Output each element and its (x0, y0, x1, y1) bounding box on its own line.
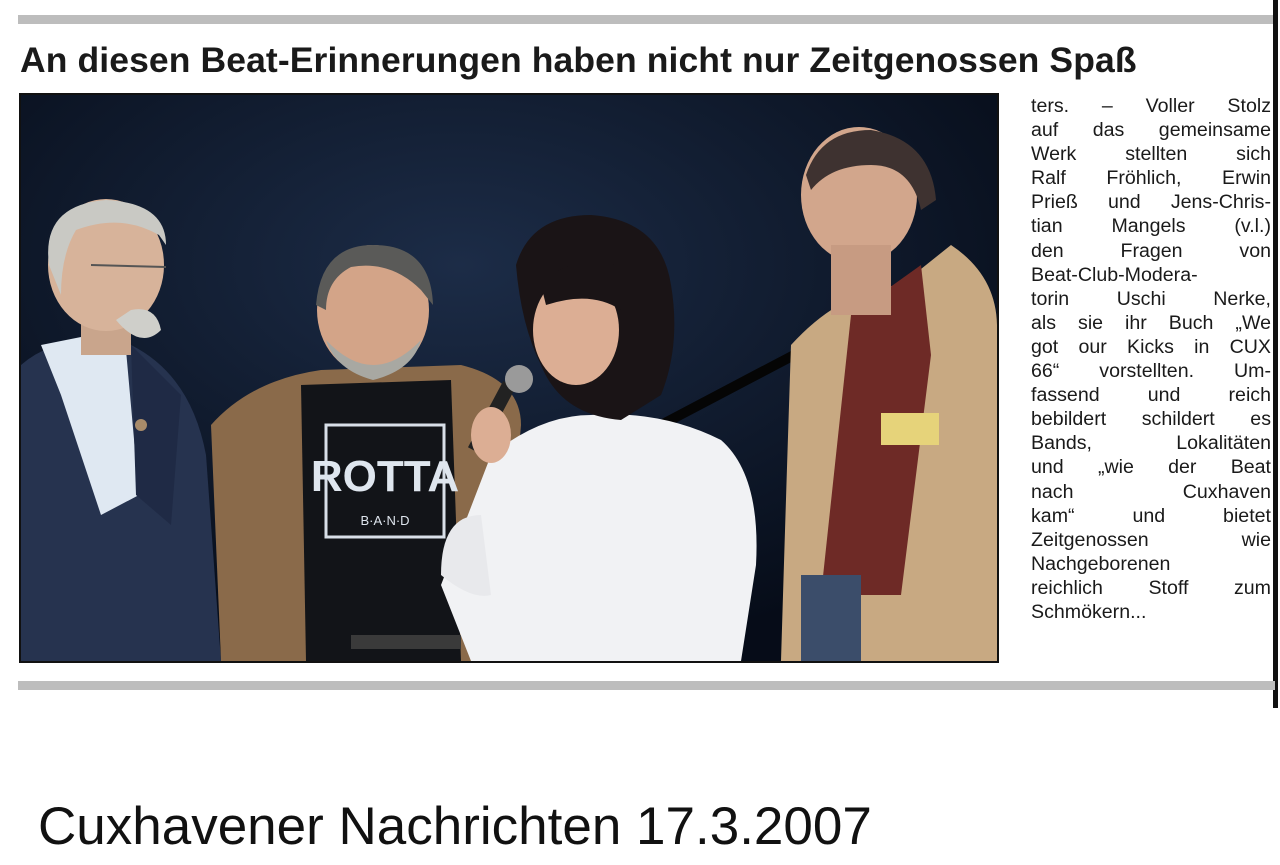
caption-line: fassend und reich (1031, 384, 1271, 407)
article-headline: An diesen Beat-Erinnerungen haben nicht nur Zeitgenossen Spaß (20, 40, 1137, 80)
caption-line: torin Uschi Nerke, (1031, 287, 1271, 310)
caption-line: Ralf Fröhlich, Erwin (1031, 167, 1271, 190)
caption-line: tian Mangels (v.l.) (1031, 215, 1271, 238)
shirt-print: ROTTA (310, 452, 460, 501)
caption-line: Nachgeborenen (1031, 552, 1171, 575)
clipping-edge (1273, 0, 1278, 708)
caption-line: ters. – Voller Stolz (1031, 95, 1271, 117)
caption-line: Zeitgenossen wie (1031, 528, 1271, 551)
shirt-print-sub: B·A·N·D (360, 513, 410, 528)
caption-line: und „wie der Beat (1031, 456, 1271, 479)
caption-line: 66“ vorstellten. Um- (1031, 360, 1271, 383)
caption-line: nach Cuxhaven (1031, 480, 1271, 503)
caption-line: kam“ und bietet (1031, 504, 1271, 527)
caption-line: den Fragen von (1031, 239, 1271, 262)
stage-photo-illustration (21, 95, 997, 661)
caption-line: auf das gemeinsame (1031, 119, 1271, 142)
top-rule (18, 15, 1275, 24)
caption-line: bebildert schildert es (1031, 408, 1271, 431)
source-citation: Cuxhavener Nachrichten 17.3.2007 (38, 797, 872, 856)
caption-line: Bands, Lokalitäten (1031, 432, 1271, 455)
caption-line: Schmökern... (1031, 600, 1147, 623)
caption-line: als sie ihr Buch „We (1031, 311, 1271, 334)
caption-line: Beat-Club-Modera- (1031, 263, 1198, 286)
article-photo (19, 93, 999, 663)
caption-line: reichlich Stoff zum (1031, 576, 1271, 599)
caption-line: got our Kicks in CUX (1031, 335, 1271, 358)
caption-line: Prieß und Jens-Chris- (1031, 191, 1271, 214)
photo-caption (1031, 94, 1271, 624)
bottom-rule (18, 681, 1275, 690)
caption-line: Werk stellten sich (1031, 143, 1271, 166)
